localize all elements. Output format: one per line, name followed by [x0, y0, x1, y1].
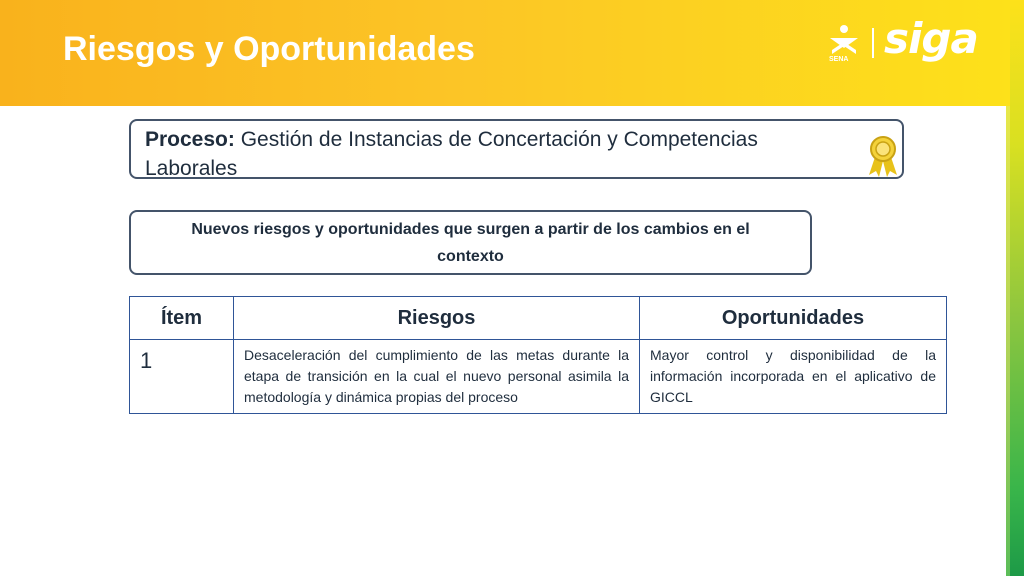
page-title: Riesgos y Oportunidades [63, 30, 475, 68]
award-ribbon-icon [865, 135, 901, 177]
column-header-riesgos: Riesgos [234, 297, 640, 340]
cell-item: 1 [130, 340, 234, 414]
process-text [145, 125, 835, 183]
cell-riesgos: Desaceleración del cumplimiento de las metas durante la etapa de transición en la cual el nuevo personal asimila la metodología y dinámica propias del proceso [234, 340, 640, 414]
siga-logo-text: siga [884, 14, 978, 63]
process-label: Proceso: [145, 128, 235, 151]
risks-table [129, 296, 947, 414]
brand-logos [826, 14, 978, 76]
table-header-row [130, 297, 947, 340]
process-value: Gestión de Instancias de Concertación y Competencias Laborales [145, 128, 758, 180]
header-banner [0, 0, 1010, 106]
cell-oportunidades: Mayor control y disponibilidad de la información incorporada en el aplicativo de GICCL [640, 340, 947, 414]
context-text: Nuevos riesgos y oportunidades que surgen a partir de los cambios en el contexto [191, 220, 750, 265]
context-box [129, 210, 812, 275]
process-box [129, 119, 904, 179]
table-row [130, 340, 947, 414]
side-accent-stripe [1010, 0, 1024, 576]
column-header-item: Ítem [130, 297, 234, 340]
column-header-oportunidades: Oportunidades [640, 297, 947, 340]
sena-logo-text: SENA [829, 56, 849, 63]
logo-divider [872, 28, 874, 58]
